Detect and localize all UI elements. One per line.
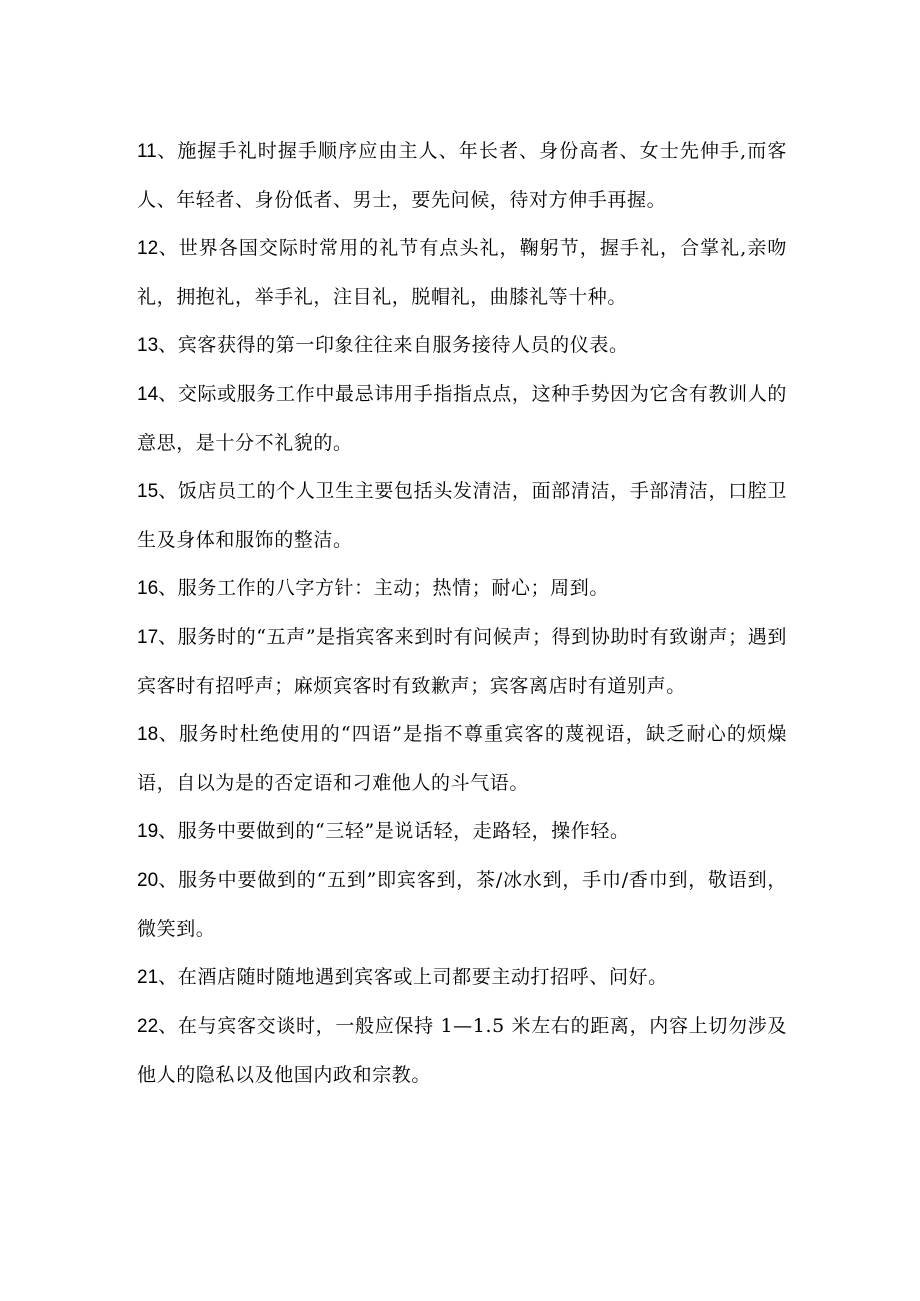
item-number: 15: [137, 481, 159, 502]
list-item: [137, 467, 787, 564]
item-number: 16: [137, 578, 159, 599]
item-text: 、在酒店随时随地遇到宾客或上司都要主动打招呼、问好。: [158, 966, 668, 988]
list-item: [137, 564, 787, 613]
list-item: [137, 953, 787, 1002]
item-text: 、世界各国交际时常用的礼节有点头礼，鞠躬节，握手礼，合掌礼,亲吻礼，拥抱礼，举手礼，注目礼，脱帽礼，曲膝礼等十种。: [137, 237, 787, 308]
list-item: [137, 370, 787, 467]
item-text: 、服务工作的八字方针：主动；热情；耐心；周到。: [158, 577, 609, 599]
list-item: [137, 321, 787, 370]
item-number: 21: [137, 967, 159, 988]
list-item: [137, 856, 787, 953]
item-text: 、服务中要做到的“五到”即宾客到，茶/冰水到，手巾/香巾到，敬语到，微笑到。: [137, 869, 787, 940]
item-text: 、在与宾客交谈时，一般应保持 1—1.5 米左右的距离，内容上切勿涉及他人的隐私以及他国内政和宗教。: [137, 1015, 787, 1086]
item-text: 、宾客获得的第一印象往往来自服务接待人员的仪表。: [158, 334, 629, 356]
document-page: [137, 127, 787, 1099]
list-item: [137, 1002, 787, 1099]
item-text: 、饭店员工的个人卫生主要包括头发清洁，面部清洁，手部清洁，口腔卫生及身体和服饰的整洁。: [137, 480, 787, 551]
item-text: 、服务中要做到的“三轻”是说话轻，走路轻，操作轻。: [158, 820, 630, 842]
item-text: 、施握手礼时握手顺序应由主人、年长者、身份高者、女士先伸手,而客人、年轻者、身份低者、男士，要先问候，待对方伸手再握。: [137, 140, 787, 211]
item-number: 19: [137, 821, 159, 842]
list-item: [137, 224, 787, 321]
item-text: 、服务时的“五声”是指宾客来到时有问候声；得到协助时有致谢声；遇到宾客时有招呼声；麻烦宾客时有致歉声；宾客离店时有道别声。: [137, 626, 787, 697]
list-item: [137, 710, 787, 807]
list-item: [137, 127, 787, 224]
item-number: 20: [137, 870, 159, 891]
item-number: 11: [137, 141, 157, 162]
item-number: 17: [137, 627, 159, 648]
list-item: [137, 613, 787, 710]
item-number: 18: [137, 724, 159, 745]
item-text: 、服务时杜绝使用的“四语”是指不尊重宾客的蔑视语，缺乏耐心的烦燥语，自以为是的否定语和刁难他人的斗气语。: [137, 723, 787, 794]
item-text: 、交际或服务工作中最忌讳用手指指点点，这种手势因为它含有教训人的意思，是十分不礼貌的。: [137, 383, 787, 454]
item-number: 13: [137, 335, 159, 356]
item-number: 12: [137, 238, 159, 259]
item-number: 22: [137, 1016, 159, 1037]
list-item: [137, 807, 787, 856]
item-number: 14: [137, 384, 159, 405]
